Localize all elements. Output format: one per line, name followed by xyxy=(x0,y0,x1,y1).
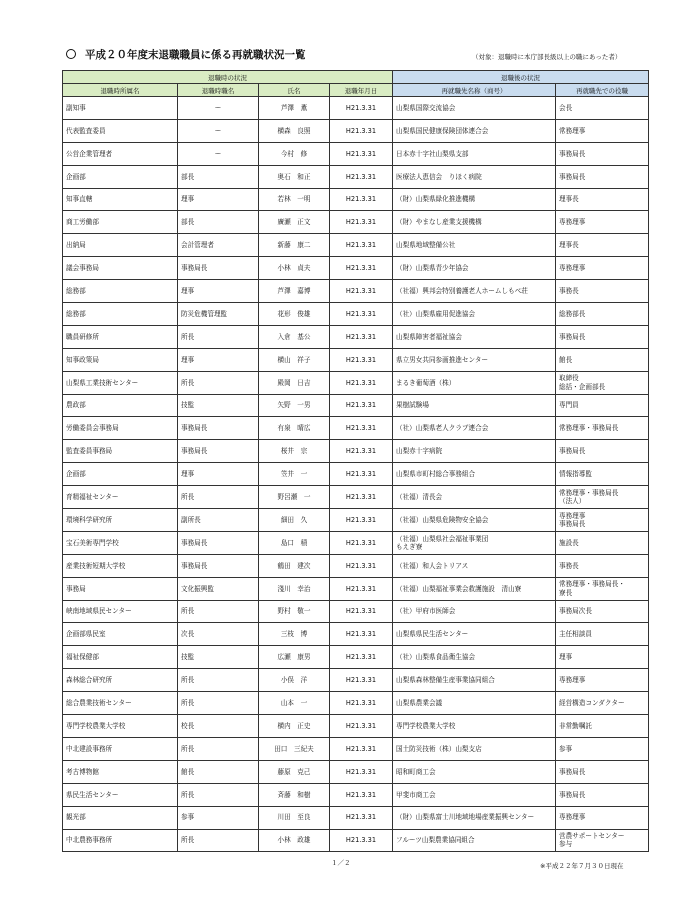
cell-new-employer: 果樹試験場 xyxy=(393,394,556,417)
cell-position: 所長 xyxy=(178,325,259,348)
cell-new-employer: 山梨県国際交流協会 xyxy=(393,97,556,120)
cell-new-role: 館長 xyxy=(556,348,649,371)
cell-new-employer: まるき葡萄酒（株） xyxy=(393,371,556,394)
cell-position: 防災危機管理監 xyxy=(178,303,259,326)
column-header-name: 氏名 xyxy=(259,84,330,97)
column-header-retirement-date: 退職年月日 xyxy=(330,84,393,97)
table-row xyxy=(63,417,649,440)
cell-department: 企画部 xyxy=(63,165,178,188)
table-row xyxy=(63,669,649,692)
cell-name: 野村 敬一 xyxy=(259,600,330,623)
cell-name: 殿岡 日吉 xyxy=(259,371,330,394)
cell-position: 所長 xyxy=(178,486,259,509)
page-number: １／２ xyxy=(331,859,351,867)
cell-department: 観光部 xyxy=(63,806,178,829)
cell-name: 小林 政雄 xyxy=(259,829,330,852)
reemployment-table xyxy=(62,70,649,852)
table-row xyxy=(63,577,649,600)
cell-position: 事務局長 xyxy=(178,257,259,280)
table-row xyxy=(63,257,649,280)
cell-department: 知事政策局 xyxy=(63,348,178,371)
table-row xyxy=(63,394,649,417)
table-row xyxy=(63,692,649,715)
cell-retirement-date: H21.3.31 xyxy=(330,348,393,371)
cell-department: 中北農務事務所 xyxy=(63,829,178,852)
cell-retirement-date: H21.3.31 xyxy=(330,806,393,829)
cell-new-role: 事務局長 xyxy=(556,142,649,165)
cell-new-role: 事務局次長 xyxy=(556,600,649,623)
cell-position: 所長 xyxy=(178,783,259,806)
cell-department: 職員研修所 xyxy=(63,325,178,348)
cell-retirement-date: H21.3.31 xyxy=(330,829,393,852)
table-row xyxy=(63,486,649,509)
table-row xyxy=(63,188,649,211)
cell-retirement-date: H21.3.31 xyxy=(330,119,393,142)
cell-new-role: 事務長 xyxy=(556,554,649,577)
page-title-text: 平成２０年度末退職職員に係る再就職状況一覧 xyxy=(85,49,306,61)
cell-new-employer: （社）甲府市医師会 xyxy=(393,600,556,623)
cell-new-employer: 昭和町商工会 xyxy=(393,760,556,783)
cell-name: 鶴田 建次 xyxy=(259,554,330,577)
cell-position: 次長 xyxy=(178,623,259,646)
cell-name: 広瀬 康男 xyxy=(259,646,330,669)
cell-retirement-date: H21.3.31 xyxy=(330,577,393,600)
table-row xyxy=(63,119,649,142)
table-row xyxy=(63,348,649,371)
cell-name: 今村 修 xyxy=(259,142,330,165)
table-row xyxy=(63,325,649,348)
cell-position: 館長 xyxy=(178,760,259,783)
cell-retirement-date: H21.3.31 xyxy=(330,97,393,120)
table-row xyxy=(63,280,649,303)
table-row xyxy=(63,600,649,623)
table-row xyxy=(63,715,649,738)
cell-new-employer: 専門学校農業大学校 xyxy=(393,715,556,738)
cell-retirement-date: H21.3.31 xyxy=(330,531,393,554)
cell-new-employer: 甲斐市商工会 xyxy=(393,783,556,806)
cell-department: 監査委員事務局 xyxy=(63,440,178,463)
group-header-before: 退職時の状況 xyxy=(63,71,393,84)
cell-new-employer: （社福）山梨県危険物安全協会 xyxy=(393,509,556,532)
cell-retirement-date: H21.3.31 xyxy=(330,554,393,577)
cell-new-role: 理事 xyxy=(556,646,649,669)
cell-new-role: 参事 xyxy=(556,737,649,760)
cell-new-role: 非常勤嘱託 xyxy=(556,715,649,738)
table-row xyxy=(63,303,649,326)
cell-position: 校長 xyxy=(178,715,259,738)
cell-new-employer: （社福）和人会トリアス xyxy=(393,554,556,577)
cell-name: 桜井 宗 xyxy=(259,440,330,463)
cell-new-role: 事務局長 xyxy=(556,325,649,348)
cell-department: 育精福祉センター xyxy=(63,486,178,509)
cell-new-role: 事務長 xyxy=(556,280,649,303)
cell-name: 藤原 克己 xyxy=(259,760,330,783)
cell-name: 横森 良照 xyxy=(259,119,330,142)
table-row xyxy=(63,165,649,188)
cell-new-employer: フルーツ山梨農業協同組合 xyxy=(393,829,556,852)
circle-bullet-icon xyxy=(66,49,76,59)
as-of-date-note: ※平成２２年７月３０日現在 xyxy=(540,862,624,870)
cell-name: 三枝 博 xyxy=(259,623,330,646)
scope-note: （対象：退職時に本庁部長級以上の職にあった者） xyxy=(472,53,622,61)
cell-department: 総合農業技術センター xyxy=(63,692,178,715)
column-header-new-employer: 再就職先名称（商号） xyxy=(393,84,556,97)
cell-retirement-date: H21.3.31 xyxy=(330,669,393,692)
cell-department: 産業技術短期大学校 xyxy=(63,554,178,577)
cell-department: 中北建設事務所 xyxy=(63,737,178,760)
table-row xyxy=(63,783,649,806)
cell-new-role: 情報指導監 xyxy=(556,463,649,486)
cell-new-role: 専務理事 xyxy=(556,211,649,234)
cell-new-employer: 山梨県地域整備公社 xyxy=(393,234,556,257)
cell-new-role: 営農サポートセンター 参与 xyxy=(556,829,649,852)
cell-name: 田口 三紀夫 xyxy=(259,737,330,760)
cell-position: 部長 xyxy=(178,165,259,188)
cell-position: 事務局長 xyxy=(178,417,259,440)
cell-position: 文化振興監 xyxy=(178,577,259,600)
cell-retirement-date: H21.3.31 xyxy=(330,509,393,532)
cell-department: 議会事務局 xyxy=(63,257,178,280)
cell-name: 廣瀬 正文 xyxy=(259,211,330,234)
cell-department: 公営企業管理者 xyxy=(63,142,178,165)
cell-new-role: 常務理事・事務局長 xyxy=(556,417,649,440)
cell-new-role: 専門員 xyxy=(556,394,649,417)
cell-new-employer: （社福）清長会 xyxy=(393,486,556,509)
cell-position: 参事 xyxy=(178,806,259,829)
cell-retirement-date: H21.3.31 xyxy=(330,715,393,738)
cell-new-role: 経営構造コンダクター xyxy=(556,692,649,715)
cell-new-employer: （財）やまなし産業支援機構 xyxy=(393,211,556,234)
cell-retirement-date: H21.3.31 xyxy=(330,325,393,348)
column-header-new-role: 再就職先での役職 xyxy=(556,84,649,97)
cell-new-role: 主任相談員 xyxy=(556,623,649,646)
table-row xyxy=(63,806,649,829)
cell-retirement-date: H21.3.31 xyxy=(330,623,393,646)
table-row xyxy=(63,646,649,669)
cell-department: 出納局 xyxy=(63,234,178,257)
cell-position: 技監 xyxy=(178,646,259,669)
cell-retirement-date: H21.3.31 xyxy=(330,783,393,806)
cell-new-role: 事務局長 xyxy=(556,760,649,783)
cell-new-employer: 医療法人恵信会 りほく病院 xyxy=(393,165,556,188)
table-row xyxy=(63,440,649,463)
cell-new-employer: 山梨県農業会議 xyxy=(393,692,556,715)
cell-retirement-date: H21.3.31 xyxy=(330,280,393,303)
cell-retirement-date: H21.3.31 xyxy=(330,257,393,280)
cell-new-employer: （財）山梨県青少年協会 xyxy=(393,257,556,280)
cell-retirement-date: H21.3.31 xyxy=(330,303,393,326)
cell-name: 野呂瀬 一 xyxy=(259,486,330,509)
cell-retirement-date: H21.3.31 xyxy=(330,142,393,165)
cell-new-employer: （社）山梨県雇用促進協会 xyxy=(393,303,556,326)
cell-department: 企画部県民室 xyxy=(63,623,178,646)
cell-name: 矢野 一男 xyxy=(259,394,330,417)
cell-new-role: 施設長 xyxy=(556,531,649,554)
cell-retirement-date: H21.3.31 xyxy=(330,188,393,211)
cell-department: 商工労働部 xyxy=(63,211,178,234)
table-row xyxy=(63,623,649,646)
cell-name: 奥石 和正 xyxy=(259,165,330,188)
cell-position: 部長 xyxy=(178,211,259,234)
cell-position: 事務局長 xyxy=(178,531,259,554)
cell-new-role: 事務局長 xyxy=(556,783,649,806)
cell-name: 細田 久 xyxy=(259,509,330,532)
cell-position: 理事 xyxy=(178,463,259,486)
cell-position: ー xyxy=(178,142,259,165)
cell-new-role: 会長 xyxy=(556,97,649,120)
cell-name: 有泉 晴広 xyxy=(259,417,330,440)
cell-department: 代表監査委員 xyxy=(63,119,178,142)
cell-retirement-date: H21.3.31 xyxy=(330,417,393,440)
table-row xyxy=(63,211,649,234)
cell-name: 島口 積 xyxy=(259,531,330,554)
group-header-after: 退職後の状況 xyxy=(393,71,649,84)
cell-department: 専門学校農業大学校 xyxy=(63,715,178,738)
column-header-department: 退職時所属名 xyxy=(63,84,178,97)
cell-retirement-date: H21.3.31 xyxy=(330,646,393,669)
cell-position: ー xyxy=(178,119,259,142)
cell-position: 副所長 xyxy=(178,509,259,532)
cell-new-role: 理事長 xyxy=(556,234,649,257)
cell-new-employer: （社）山梨県食品衛生協会 xyxy=(393,646,556,669)
cell-retirement-date: H21.3.31 xyxy=(330,440,393,463)
cell-department: 福祉保健部 xyxy=(63,646,178,669)
cell-department: 峡南地域県民センター xyxy=(63,600,178,623)
cell-position: 技監 xyxy=(178,394,259,417)
table-body xyxy=(63,97,649,852)
cell-new-role: 常務理事・事務局長 （法人） xyxy=(556,486,649,509)
cell-new-role: 取締役 総括・企画部長 xyxy=(556,371,649,394)
cell-position: 事務局長 xyxy=(178,440,259,463)
cell-position: 理事 xyxy=(178,280,259,303)
cell-new-employer: 山梨県県民生活センター xyxy=(393,623,556,646)
cell-new-employer: 山梨県市町村総合事務組合 xyxy=(393,463,556,486)
cell-department: 宝石美術専門学校 xyxy=(63,531,178,554)
cell-name: 小俣 洋 xyxy=(259,669,330,692)
cell-retirement-date: H21.3.31 xyxy=(330,371,393,394)
cell-name: 入倉 基公 xyxy=(259,325,330,348)
cell-position: 所長 xyxy=(178,737,259,760)
cell-department: 総務部 xyxy=(63,303,178,326)
cell-name: 花形 俊雄 xyxy=(259,303,330,326)
cell-new-role: 専務理事 xyxy=(556,806,649,829)
cell-new-employer: 山梨赤十字病院 xyxy=(393,440,556,463)
cell-department: 企画部 xyxy=(63,463,178,486)
cell-position: 所長 xyxy=(178,692,259,715)
cell-retirement-date: H21.3.31 xyxy=(330,234,393,257)
cell-new-role: 理事長 xyxy=(556,188,649,211)
cell-new-role: 専務理事 事務局長 xyxy=(556,509,649,532)
cell-name: 新藤 康二 xyxy=(259,234,330,257)
cell-name: 斉藤 和樹 xyxy=(259,783,330,806)
cell-name: 横内 正史 xyxy=(259,715,330,738)
cell-department: 県民生活センター xyxy=(63,783,178,806)
cell-position: 所長 xyxy=(178,669,259,692)
table-row xyxy=(63,234,649,257)
cell-department: 事務局 xyxy=(63,577,178,600)
table-row xyxy=(63,97,649,120)
cell-retirement-date: H21.3.31 xyxy=(330,737,393,760)
page-title xyxy=(66,47,306,62)
cell-new-employer: 山梨県障害者福祉協会 xyxy=(393,325,556,348)
cell-name: 川田 至良 xyxy=(259,806,330,829)
cell-new-role: 常務理事 xyxy=(556,119,649,142)
table-row xyxy=(63,737,649,760)
cell-position: 所長 xyxy=(178,600,259,623)
cell-new-employer: （財）山梨県富士川地域地場産業振興センター xyxy=(393,806,556,829)
cell-new-employer: 山梨県国民健康保険団体連合会 xyxy=(393,119,556,142)
cell-new-role: 事務局長 xyxy=(556,165,649,188)
cell-department: 副知事 xyxy=(63,97,178,120)
cell-name: 芦澤 嘉博 xyxy=(259,280,330,303)
table-row xyxy=(63,829,649,852)
cell-new-employer: 日本赤十字社山梨県支部 xyxy=(393,142,556,165)
cell-name: 横山 祥子 xyxy=(259,348,330,371)
cell-new-role: 総務部長 xyxy=(556,303,649,326)
table-row xyxy=(63,760,649,783)
cell-department: 山梨県工業技術センター xyxy=(63,371,178,394)
cell-name: 山本 一 xyxy=(259,692,330,715)
cell-name: 若林 一明 xyxy=(259,188,330,211)
cell-new-employer: 県立男女共同参画推進センター xyxy=(393,348,556,371)
cell-name: 小林 貞夫 xyxy=(259,257,330,280)
cell-retirement-date: H21.3.31 xyxy=(330,600,393,623)
column-header-position: 退職時職名 xyxy=(178,84,259,97)
cell-department: 環境科学研究所 xyxy=(63,509,178,532)
cell-department: 知事直轄 xyxy=(63,188,178,211)
cell-name: 笠井 一 xyxy=(259,463,330,486)
table-row xyxy=(63,371,649,394)
cell-name: 芦澤 薫 xyxy=(259,97,330,120)
cell-new-employer: （財）山梨県緑化推進機構 xyxy=(393,188,556,211)
cell-retirement-date: H21.3.31 xyxy=(330,760,393,783)
cell-retirement-date: H21.3.31 xyxy=(330,463,393,486)
cell-retirement-date: H21.3.31 xyxy=(330,211,393,234)
cell-new-employer: 山梨県森林整備生産事業協同組合 xyxy=(393,669,556,692)
cell-new-employer: （社）山梨県老人クラブ連合会 xyxy=(393,417,556,440)
cell-position: ー xyxy=(178,97,259,120)
cell-retirement-date: H21.3.31 xyxy=(330,394,393,417)
cell-position: 事務局長 xyxy=(178,554,259,577)
cell-new-employer: （社福）山梨福祉事業会救護施設 清山寮 xyxy=(393,577,556,600)
cell-name: 淺川 幸治 xyxy=(259,577,330,600)
cell-position: 理事 xyxy=(178,348,259,371)
table-row xyxy=(63,554,649,577)
cell-position: 理事 xyxy=(178,188,259,211)
table-row xyxy=(63,463,649,486)
cell-department: 農政部 xyxy=(63,394,178,417)
cell-retirement-date: H21.3.31 xyxy=(330,165,393,188)
cell-department: 総務部 xyxy=(63,280,178,303)
cell-department: 労働委員会事務局 xyxy=(63,417,178,440)
cell-retirement-date: H21.3.31 xyxy=(330,692,393,715)
table-row xyxy=(63,142,649,165)
table-row xyxy=(63,531,649,554)
cell-position: 所長 xyxy=(178,371,259,394)
cell-new-role: 事務局長 xyxy=(556,440,649,463)
cell-retirement-date: H21.3.31 xyxy=(330,486,393,509)
cell-new-role: 常務理事・事務局長・ 寮長 xyxy=(556,577,649,600)
cell-department: 森林総合研究所 xyxy=(63,669,178,692)
cell-new-employer: 国土防災技術（株）山梨支店 xyxy=(393,737,556,760)
cell-department: 考古博物館 xyxy=(63,760,178,783)
cell-new-employer: （社福）山梨県社会福祉事業団 もえぎ寮 xyxy=(393,531,556,554)
table-row xyxy=(63,509,649,532)
cell-new-employer: （社福）興邦会特別養護老人ホームしもべ荘 xyxy=(393,280,556,303)
cell-new-role: 専務理事 xyxy=(556,257,649,280)
cell-position: 会計管理者 xyxy=(178,234,259,257)
cell-new-role: 専務理事 xyxy=(556,669,649,692)
cell-position: 所長 xyxy=(178,829,259,852)
